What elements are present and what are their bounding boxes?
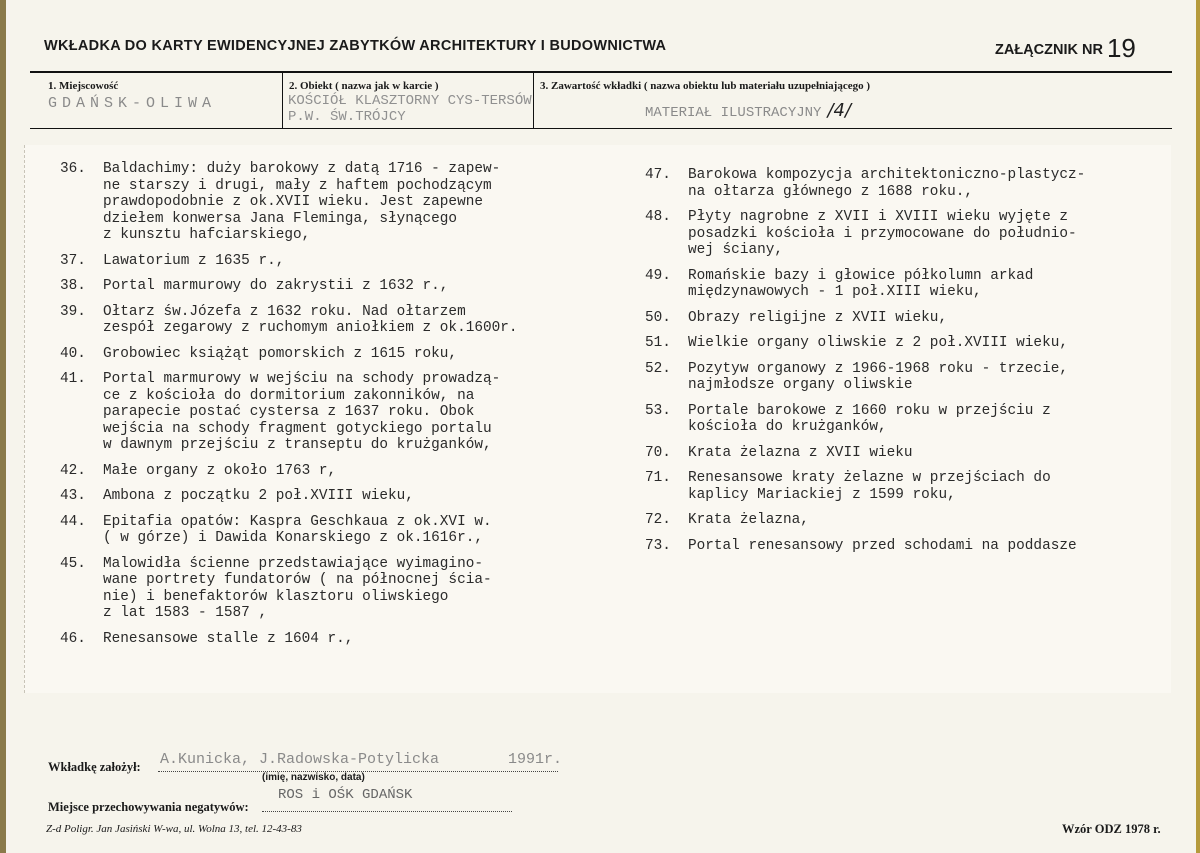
object-value: KOŚCIÓŁ KLASZTORNY CYS-TERSÓW P.W. ŚW.TRÓJCY (288, 93, 532, 125)
list-item (60, 631, 620, 648)
item-number: 43. (60, 488, 86, 504)
handwritten-volume: /4/ (827, 100, 852, 121)
item-text: Renesansowe kraty żelazne w przejściach do kaplicy Mariackiej z 1599 roku, (688, 470, 1051, 503)
item-text: Ambona z początku 2 poł.XVIII wieku, (103, 488, 414, 504)
field-divider-1 (282, 73, 283, 129)
item-number: 45. (60, 555, 86, 572)
item-text: Płyty nagrobne z XVII i XVIII wieku wyjęte z posadzki kościoła i przymocowane do południo- wej ściany, (688, 209, 1077, 258)
list-item (645, 361, 1175, 394)
list-item (645, 209, 1175, 259)
item-number: 51. (645, 335, 671, 351)
item-text: Portal renesansowy przed schodami na poddasze (688, 537, 1077, 554)
item-text: Grobowiec książąt pomorskich z 1615 roku, (103, 345, 458, 362)
list-item (645, 445, 1175, 462)
field-2-label: 2. Obiekt ( nazwa jak w karcie ) (289, 80, 439, 92)
annex-label-text: ZAŁĄCZNIK NR (995, 42, 1103, 58)
item-number: 72. (645, 512, 671, 528)
field-3-label: 3. Zawartość wkładki ( nazwa obiektu lub materiału uzupełniającego ) (540, 80, 871, 92)
items-left-column (60, 161, 620, 656)
storage-dotted-line (262, 811, 512, 812)
list-item (60, 161, 620, 244)
list-item (645, 512, 1175, 529)
locality-value: GDAŃSK-OLIWA (48, 95, 217, 112)
item-number: 40. (60, 345, 86, 362)
item-number: 49. (645, 267, 671, 284)
item-text: Portal marmurowy w wejściu na schody prowadzą- ce z kościoła do dormitorium zakonników, na parapecie postać cystersa z 1637 roku. Obok wejścia na schody fragment gotyckiego portalu w dawnym przejściu z transeptu do krużganków, (103, 371, 501, 453)
scan-edge-right (1196, 0, 1200, 853)
item-text: Portale barokowe z 1660 roku w przejściu z kościoła do krużganków, (688, 402, 1051, 435)
creators-caption: (imię, nazwisko, data) (262, 772, 365, 783)
list-item (645, 538, 1175, 555)
scan-edge-left (0, 0, 6, 853)
item-number: 46. (60, 630, 86, 647)
items-right-column (645, 167, 1175, 563)
annex-label (995, 33, 1136, 64)
contents-value: MATERIAŁ ILUSTRACYJNY /4/ (645, 100, 852, 121)
list-item (60, 278, 620, 295)
item-text: Barokowa kompozycja architektoniczno-plastycz- na ołtarza głównego z 1688 roku., (688, 167, 1086, 200)
list-item (60, 253, 620, 270)
list-item (60, 346, 620, 363)
list-item (645, 335, 1175, 352)
item-text: Renesansowe stalle z 1604 r., (103, 630, 354, 647)
item-text: Portal marmurowy do zakrystii z 1632 r., (103, 278, 449, 294)
item-number: 71. (645, 470, 671, 486)
item-number: 38. (60, 278, 86, 294)
list-item (60, 371, 620, 454)
header-bottom-rule (30, 128, 1172, 129)
list-item (60, 463, 620, 480)
annex-number: 19 (1106, 33, 1136, 63)
item-number: 44. (60, 513, 86, 530)
item-number: 52. (645, 360, 671, 377)
storage-label: Miejsce przechowywania negatywów: (48, 800, 249, 814)
list-item (60, 304, 620, 337)
item-text: Pozytyw organowy z 1966-1968 roku - trzecie, najmłodsze organy oliwskie (688, 360, 1068, 393)
item-number: 39. (60, 303, 86, 320)
printer-info: Z-d Poligr. Jan Jasiński W-wa, ul. Wolna 13, tel. 12-43-83 (46, 823, 302, 835)
item-text: Romańskie bazy i głowice półkolumn arkad międzynawowych - 1 poł.XIII wieku, (688, 267, 1034, 300)
item-text: Krata żelazna, (688, 512, 809, 528)
item-text: Małe organy z około 1763 r, (103, 462, 337, 479)
list-item (645, 470, 1175, 503)
item-number: 70. (645, 444, 671, 461)
header-top-rule (30, 71, 1172, 73)
form-pattern: Wzór ODZ 1978 r. (1062, 822, 1161, 836)
list-item (645, 403, 1175, 436)
item-number: 41. (60, 371, 86, 387)
item-text: Epitafia opatów: Kaspra Geschkaua z ok.XVI w. ( w górze) i Dawida Konarskiego z ok.1616r., (103, 513, 492, 546)
item-text: Wielkie organy oliwskie z 2 poł.XVIII wieku, (688, 335, 1068, 351)
storage-value: ROS i OŚK GDAŃSK (278, 787, 413, 803)
list-item (60, 514, 620, 547)
item-number: 42. (60, 462, 86, 479)
creation-year: 1991r. (508, 751, 563, 768)
list-item (60, 488, 620, 505)
item-number: 37. (60, 252, 86, 269)
list-item (645, 268, 1175, 301)
item-number: 53. (645, 402, 671, 419)
list-item (645, 167, 1175, 200)
list-item (645, 310, 1175, 327)
item-text: Obrazy religijne z XVII wieku, (688, 309, 948, 326)
item-text: Ołtarz św.Józefa z 1632 roku. Nad ołtarzem zespół zegarowy z ruchomym aniołkiem z ok.1600r. (103, 303, 518, 336)
item-number: 50. (645, 309, 671, 326)
list-item (60, 556, 620, 622)
field-1-label: 1. Miejscowość (48, 80, 119, 92)
item-text: Krata żelazna z XVII wieku (688, 444, 913, 461)
item-text: Malowidła ścienne przedstawiające wyimagino- wane portrety fundatorów ( na północnej ścia- nie) i benefaktorów klasztoru oliwskiego z lat 1583 - 1587 , (103, 555, 492, 621)
creators-value: A.Kunicka, J.Radowska-Potylicka (160, 751, 440, 768)
form-title: WKŁADKA DO KARTY EWIDENCYJNEJ ZABYTKÓW ARCHITEKTURY I BUDOWNICTWA (44, 38, 667, 54)
item-number: 47. (645, 167, 671, 183)
item-number: 36. (60, 161, 86, 177)
item-number: 48. (645, 209, 671, 225)
item-number: 73. (645, 537, 671, 554)
creators-label: Wkładkę założył: (48, 760, 141, 774)
item-text: Baldachimy: duży barokowy z datą 1716 - zapew- ne starszy i drugi, mały z haftem pochodzącym prawdopodobnie z ok.XVII wieku. Jest zapewne dziełem konwersa Jana Fleminga, słynącego z kunsztu hafciarskiego, (103, 161, 501, 243)
item-text: Lawatorium z 1635 r., (103, 252, 285, 269)
